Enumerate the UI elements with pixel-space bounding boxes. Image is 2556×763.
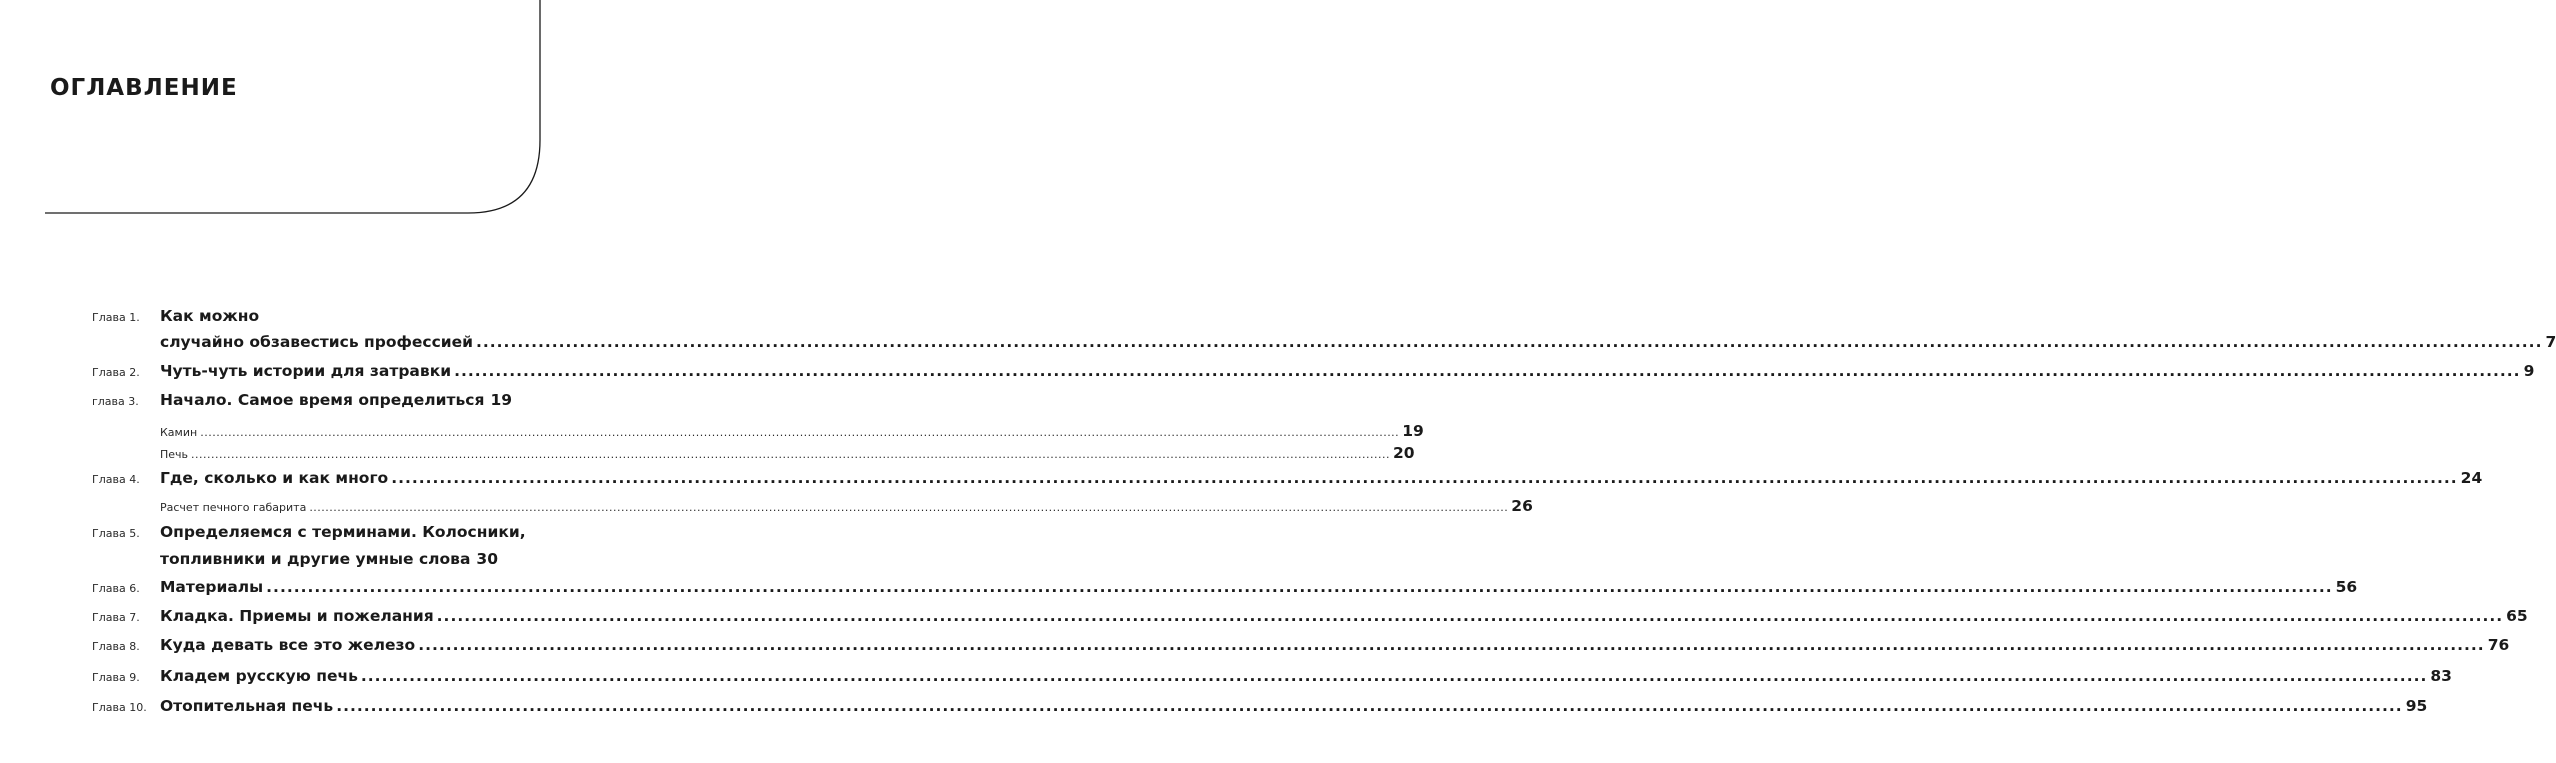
toc-entry-title: Расчет печного габарита [160,501,307,514]
toc-entry-title: случайно обзавестись профессией [160,333,473,351]
toc-chapter-label: глава 3. [92,395,139,408]
toc-leader-dots: ............................................................................................................................................................................................................................................................................................................ [336,697,2403,715]
toc-page-number: 83 [2430,667,2452,685]
toc-leader-dots: ............................................................................................................................................................................................................................................................................................................ [436,607,2504,625]
toc-entry-line [160,307,498,325]
toc-entry-line [160,333,2556,351]
toc-leader-dots: ............................................................................................................................................................................................................................................................................................................ [309,501,1509,514]
toc-chapter-label: Глава 7. [92,611,140,624]
toc-entry-line [160,697,2428,715]
toc-entry-line [160,667,2452,685]
toc-entry-title: Чуть-чуть истории для затравки [160,362,452,380]
toc-page-number: 7 [2545,333,2556,351]
toc-entry-title: Материалы [160,578,264,596]
toc-entry-title: Как можно [160,307,260,325]
toc-leader-dots: ............................................................................................................................................................................................................................................................................................................ [200,426,1400,439]
toc-entry-line [160,444,1415,462]
toc-entry-title: топливники и другие умные слова [160,550,471,568]
toc-entry-title: Куда девать все это железо [160,636,416,654]
toc-leader-dots: ............................................................................................................................................................................................................................................................................................................ [266,578,2333,596]
toc-chapter-label: Глава 8. [92,640,140,653]
toc-page-number: 19 [490,391,513,409]
toc-entry-line [160,607,2528,625]
toc-leader-dots: ............................................................................................................................................................................................................................................................................................................ [418,636,2485,654]
toc-chapter-label: Глава 4. [92,473,140,486]
toc-entry-line [160,497,1533,515]
toc-page-number: 9 [2523,362,2535,380]
toc-entry-title: Кладка. Приемы и пожелания [160,607,434,625]
toc-page-number: 95 [2405,697,2428,715]
toc-page-number: 26 [1511,497,1533,515]
toc-entry-line [160,469,2483,487]
toc-entry-line [160,362,2535,380]
toc-chapter-label: Глава 1. [92,311,140,324]
toc-entry-line [160,550,498,568]
toc-entry-title: Печь [160,448,189,461]
toc-leader-dots: ............................................................................................................................................................................................................................................................................................................ [476,333,2543,351]
toc-chapter-label: Глава 10. [92,701,147,714]
toc-chapter-label: Глава 5. [92,527,140,540]
toc-page-number: 20 [1393,444,1415,462]
toc-leader-dots: ............................................................................................................................................................................................................................................................................................................ [191,448,1391,461]
toc-entry-title: Камин [160,426,198,439]
toc-leader-dots: ............................................................................................................................................................................................................................................................................................................ [360,667,2428,685]
toc-page-number: 19 [1402,422,1424,440]
toc-entry-title: Определяемся с терминами. Колосники, [160,523,526,541]
toc-leader-dots: ............................................................................................................................................................................................................................................................................................................ [391,469,2458,487]
toc-page-number: 24 [2460,469,2483,487]
toc-entry-line [160,636,2510,654]
toc-entry-line [160,523,526,541]
toc-entry-line [160,422,1424,440]
toc-entry-title: Отопительная печь [160,697,334,715]
toc-page-number: 76 [2487,636,2510,654]
toc-entry-line [160,391,513,409]
toc-page-number: 65 [2506,607,2528,625]
toc-leader-dots: ............................................................................................................................................................................................................................................................................................................ [454,362,2521,380]
toc-page-number: 56 [2335,578,2358,596]
page-title: ОГЛАВЛЕНИЕ [50,75,238,101]
toc-entry-line [160,578,2358,596]
toc-page-number: 30 [476,550,498,568]
toc-chapter-label: Глава 9. [92,671,140,684]
toc-entry-title: Где, сколько и как много [160,469,389,487]
toc-chapter-label: Глава 2. [92,366,140,379]
toc-chapter-label: Глава 6. [92,582,140,595]
toc-entry-title: Начало. Самое время определиться [160,391,485,409]
toc-entry-title: Кладем русскую печь [160,667,358,685]
